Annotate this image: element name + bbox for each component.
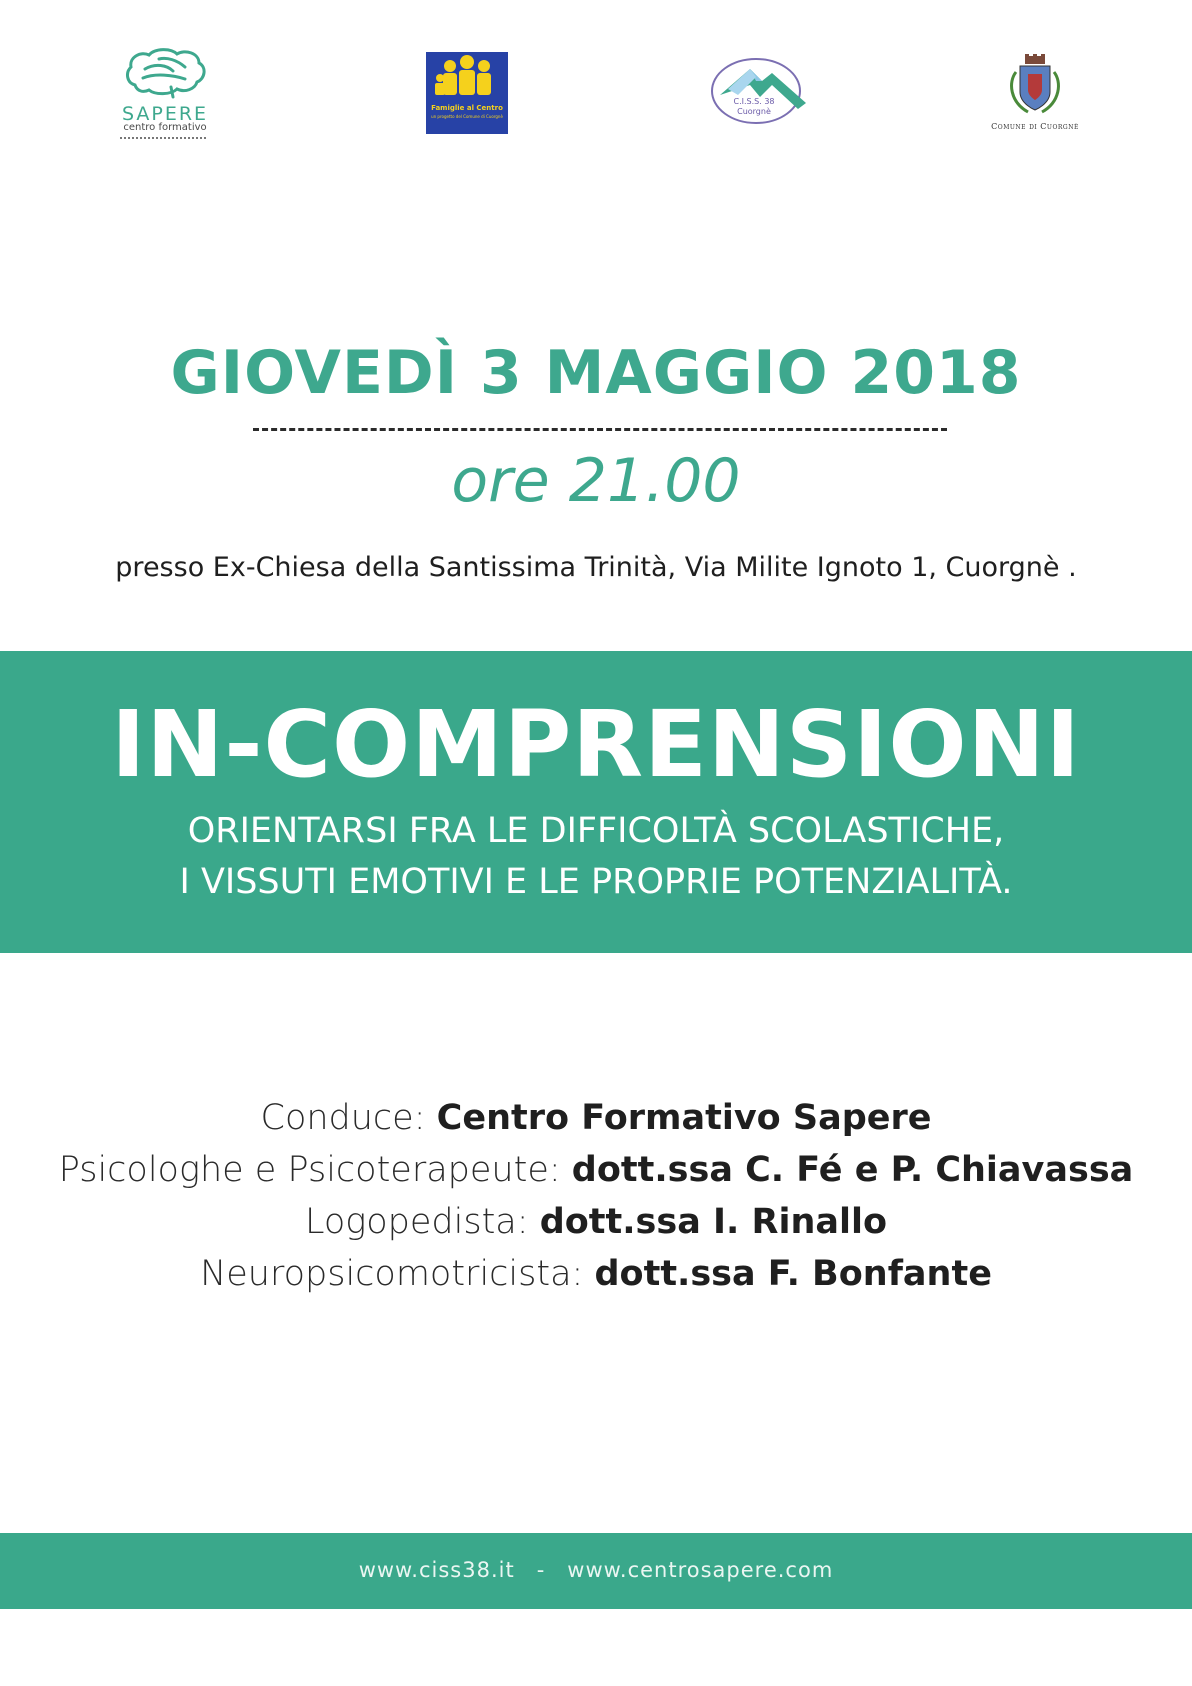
sapere-logo-name: SAPERE [121, 103, 209, 125]
credit-value: dott.ssa C. Fé e P. Chiavassa [571, 1150, 1134, 1190]
sapere-logo-dots [120, 137, 206, 139]
famiglie-logo-name: Famiglie al Centro [431, 104, 503, 112]
credit-value: dott.ssa I. Rinallo [539, 1202, 888, 1242]
dashed-divider [253, 428, 947, 431]
event-title: IN-COMPRENSIONI [111, 691, 1081, 798]
credit-label: Psicologhe e Psicoterapeute: [58, 1150, 561, 1190]
sapere-logo [115, 45, 215, 140]
event-date: GIOVEDÌ 3 MAGGIO 2018 [170, 338, 1022, 408]
family-icon [426, 52, 508, 102]
credit-psicologhe [0, 1150, 1192, 1190]
footer-separator: - [536, 1558, 546, 1582]
credit-logopedista [0, 1202, 1192, 1242]
title-banner [0, 651, 1192, 953]
credit-conduce [0, 1098, 1192, 1138]
event-subtitle-line1: ORIENTARSI FRA LE DIFFICOLTÀ SCOLASTICHE, [187, 811, 1005, 851]
sapere-logo-subtitle: centro formativo [123, 122, 207, 133]
brain-icon [115, 45, 215, 101]
ciss-logo-line2: Cuorgnè [737, 107, 771, 116]
footer-link-centrosapere[interactable]: www.centrosapere.com [567, 1558, 834, 1582]
footer-links [0, 1558, 1192, 1582]
famiglie-logo [426, 52, 508, 134]
credit-neuropsicomotricista [0, 1254, 1192, 1294]
comune-logo-name: Comune di Cuorgnè [991, 122, 1079, 131]
event-time: ore 21.00 [451, 446, 741, 516]
footer-bar [0, 1533, 1192, 1609]
famiglie-logo-subtitle: un progetto del Comune di Cuorgnè [431, 114, 503, 119]
credit-value: Centro Formativo Sapere [436, 1098, 932, 1138]
event-place: presso Ex-Chiesa della Santissima Trinità, Via Milite Ignoto 1, Cuorgnè . [115, 552, 1077, 583]
coat-of-arms-icon [988, 52, 1082, 120]
ciss-logo [710, 55, 812, 127]
event-subtitle-line2: I VISSUTI EMOTIVI E LE PROPRIE POTENZIALITÀ. [179, 862, 1013, 902]
ciss-logo-line1: C.I.S.S. 38 [733, 97, 775, 106]
credit-label: Logopedista: [304, 1202, 529, 1242]
footer-link-ciss38[interactable]: www.ciss38.it [358, 1558, 515, 1582]
credit-label: Neuropsicomotricista: [200, 1254, 584, 1294]
credit-label: Conduce: [260, 1098, 426, 1138]
comune-logo [988, 52, 1082, 134]
credit-value: dott.ssa F. Bonfante [594, 1254, 992, 1294]
ciss-logo-text [724, 97, 784, 117]
